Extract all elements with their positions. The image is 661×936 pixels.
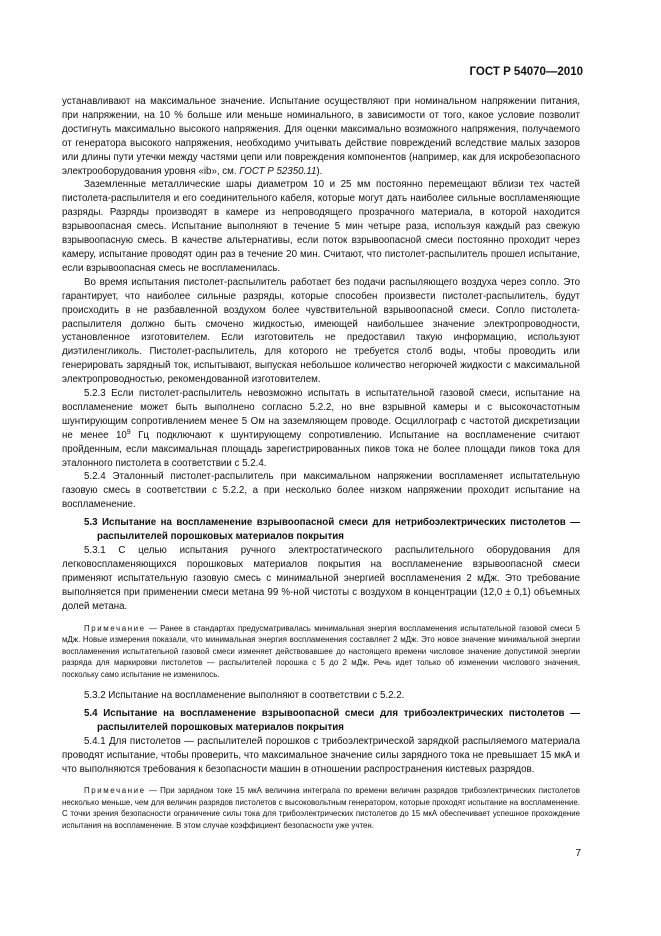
clause-5-2-3: 5.2.3 Если пистолет-распылитель невозможно испытать в испытательной газовой смеси, испытание на воспламенение может быть выполнено согласно 5.2.2, но вне взрывной камеры и с высокочастотным шунтирующим сопротивлением менее 5 Ом на заземляющем проводе. Осциллограф с частотой дискретизации не менее $10^9$ Гц подключают к шунтирующему сопротивлению. Испытание на воспламенение считают пройденным, если максимальная площадь зарегистрированных пиков тока не более площади пиков тока для эталонного пистолета в соответствии с 5.2.4. — [62, 388, 580, 469]
paragraph-continuation: устанавливают на максимальное значение. Испытание осуществляют при номинальном напряжении питания, при напряжении, на 10 % больше или меньше номинального, в зависимости от того, какое условие позволит достигнуть максимально высокого напряжения. Для оценки максимально возможного напряжения, получаемого от генератора высокого напряжения, необходимо учитывать действие повреждений вследствие малых зазоров или длины пути утечки между частями цепи или повреждения компонентов (например, как для искробезопасного электрооборудования уровня «ib», см. ГОСТ Р 52350.11). — [62, 96, 580, 177]
standard-reference: ГОСТ Р 52350.11 — [239, 165, 317, 177]
note-current: Примечание — При зарядном токе 15 мкА величина интеграла по времени величин разрядов трибоэлектрических пистолетов несколько меньше, чем для величин разрядов пистолетов с высоковольтным генератором, которые проходят испытание на воспламенение. С точки зрения безопасности ограничение силы тока для трибоэлектрических пистолетов до 15 мкА обеспечивает успешное прохождение испытания на воспламенение. В этом случае коэффициент безопасности уже учтен. — [62, 786, 580, 830]
clause-5-3-2: 5.3.2 Испытание на воспламенение выполняют в соответствии с 5.2.2. — [84, 690, 405, 702]
paragraph-spheres-test: Заземленные металлические шары диаметром 10 и 25 мм постоянно перемещают вблизи тех частей пистолета-распылителя и его соединительного кабеля, которые могут дать наиболее сильные воспламеняющие разряды. Разряды производят в камере из непроводящего прозрачного материала, в которой находится взрывоопасная смесь. Испытание выполняют в течение 5 мин четыре раза, используя каждый раз свежую взрывоопасную смесь. В качестве альтернативы, если поток взрывоопасной смеси постоянно проходит через камеру, испытание проводят один раз в течение 20 мин. Считают, что пистолет-распылитель прошел испытание, если взрывоопасная смесь не воспламенилась. — [62, 179, 580, 274]
document-code: ГОСТ Р 54070—2010 — [469, 66, 583, 78]
clause-5-4-1: 5.4.1 Для пистолетов — распылителей порошков с трибоэлектрической зарядкой распыляемого материала проводят испытание, чтобы проверить, что максимальное значение силы зарядного тока не превышает 15 мкА и что выполняются требования к безопасности машин в отношении распространения кистевых разрядов. — [62, 735, 580, 775]
document-body — [62, 95, 580, 840]
clause-5-3-1: 5.3.1 С целью испытания ручного электростатического распылительного оборудования для легковоспламеняющихся порошковых материалов покрытия на воспламенение взрывоопасной смеси применяют испытательную газовую смесь с минимальной энергией воспламенения 2 мДж. Это требование выполняется при применении смеси метана 99 %-ной чистоты с воздухом в концентрации (12,0 ± 0,1) объемных долей метана. — [62, 545, 580, 612]
section-heading-5-3: 5.3 Испытание на воспламенение взрывоопасной смеси для нетрибоэлектрических пистолетов — распылителей порошковых материалов покрытия — [84, 517, 580, 543]
clause-5-2-4: 5.2.4 Эталонный пистолет-распылитель при максимальном напряжении воспламеняет испытательную газовую смесь в соответствии с 5.2.2, а при несколько более низком напряжении проходит испытание на воспламенение. — [62, 471, 580, 511]
page-number: 7 — [575, 848, 581, 859]
section-heading-5-4: 5.4 Испытание на воспламенение взрывоопасной смеси для трибоэлектрических пистолетов — распылителей порошковых материалов покрытия — [84, 707, 580, 733]
paragraph-nozzle: Во время испытания пистолет-распылитель работает без подачи распыляющего воздуха через сопло. Это гарантирует, что наиболее сильные разряды, которые способен произвести пистолет-распылитель, будут происходить в не разбавленной воздухом более чувствительной взрывоопасной смеси. Сопло пистолета-распылителя должно быть смочено жидкостью, имеющей наибольшее значение электропроводности, установленное изготовителем. Если изготовитель не предоставил такую информацию, используют диэтиленгликоль. Пистолет-распылитель, для которого не требуется столб воды, чтобы проводить или генерировать зарядный ток, испытывают, выпуская небольшое количество негорючей жидкости с максимальной электропроводностью, рекомендованной изготовителем. — [62, 276, 580, 386]
note-energy: Примечание — Ранее в стандартах предусматривалась минимальная энергия воспламенения испытательной газовой смеси 5 мДж. Новые измерения показали, что минимальная энергия воспламенения составляет 2 мДж. Это новое значение минимальной энергии воспламенения испытательной газовой смеси изменяет действовавшее до настоящего времени числовое значение допустимой энергии разряда для маркировки пистолетов — распылителей порошка с 5 до 2 мДж. Речь идет только об изменении числового значения, поскольку само испытание не изменилось. — [62, 623, 580, 679]
